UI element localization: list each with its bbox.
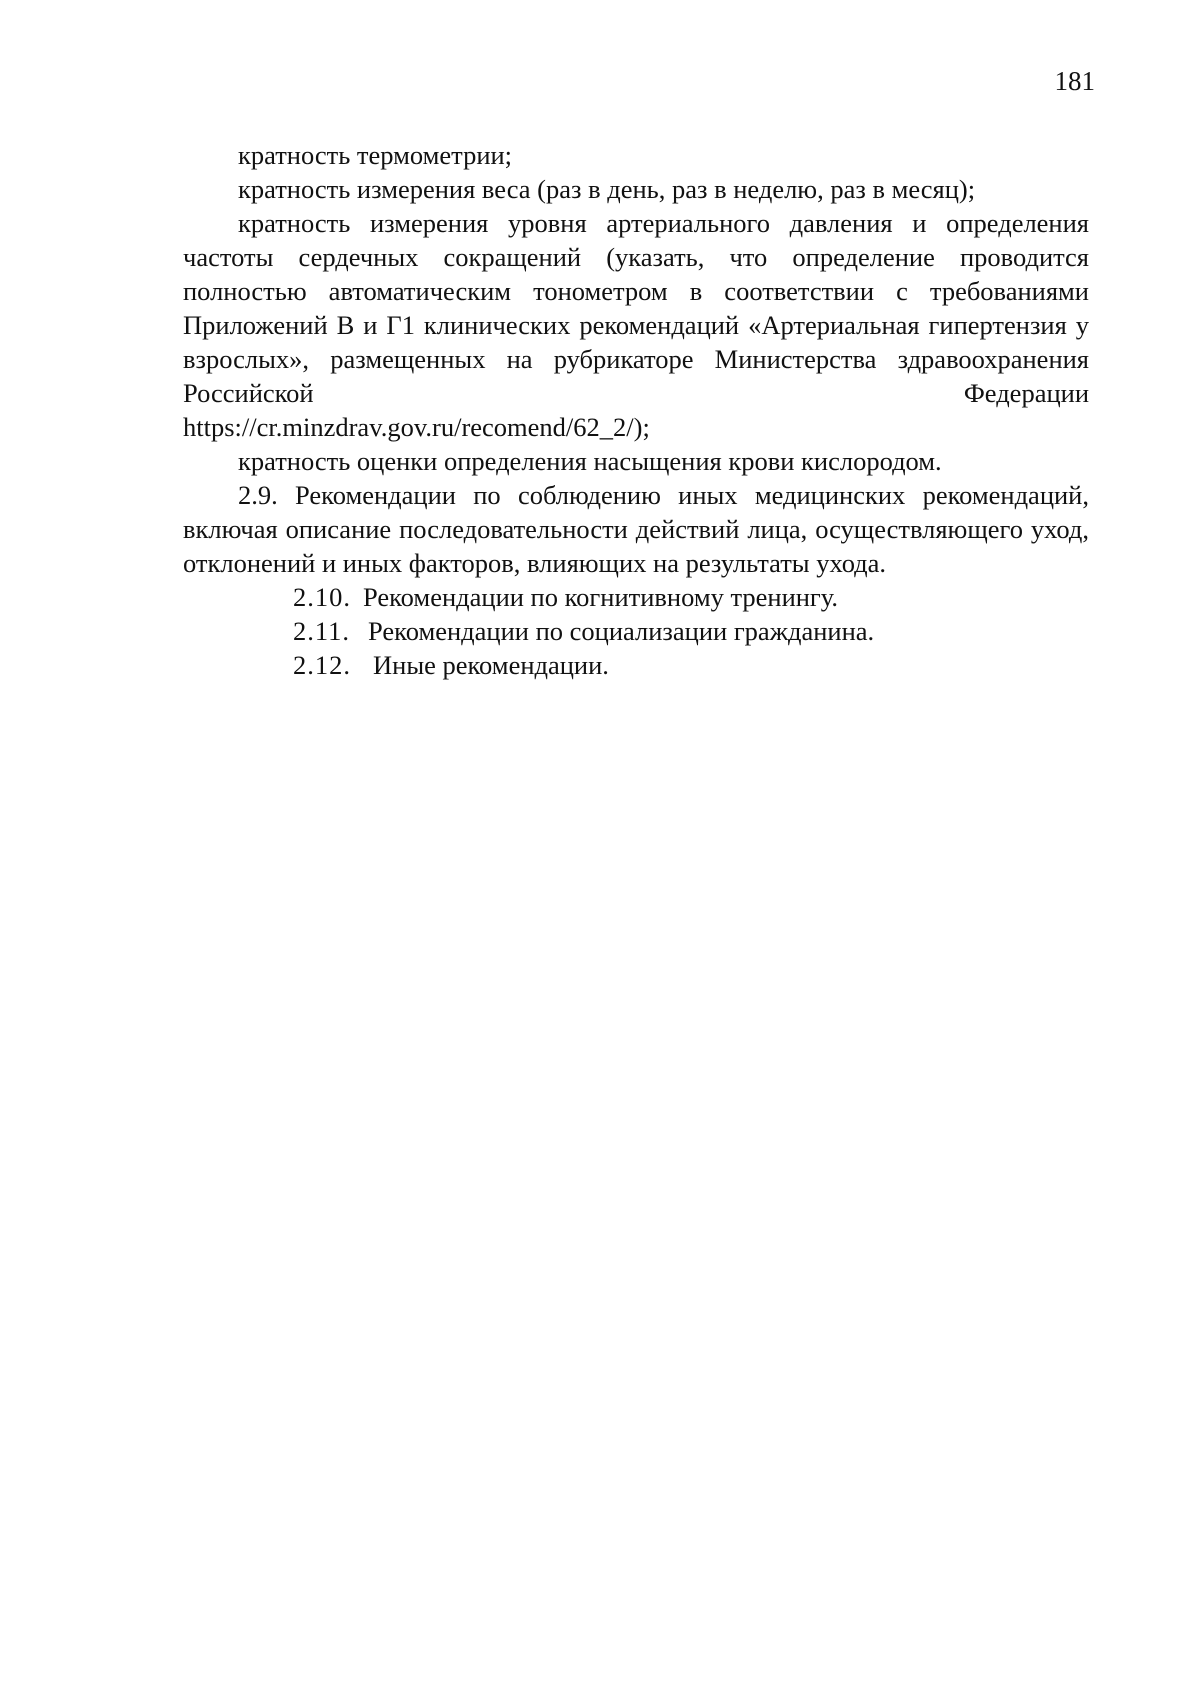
item-number: 2.10. — [293, 582, 351, 612]
numbered-item — [183, 614, 1089, 648]
paragraph: кратность термометрии; — [238, 140, 513, 170]
numbered-item — [183, 580, 1089, 614]
paragraph-url: https://cr.minzdrav.gov.ru/recomend/62_2/); — [183, 412, 650, 442]
paragraph: кратность измерения уровня артериального давления и определения частоты сердечных сокращений (указать, что определение проводится полностью автоматическим тонометром в соответствии с требованиями Приложений В и Г1 клинических рекомендаций «Артериальная гипертензия у взрослых», размещенных на рубрикаторе Министерства здравоохранения Российской Федерации — [183, 208, 1089, 408]
item-text: Рекомендации по социализации гражданина. — [368, 616, 875, 646]
paragraph: кратность измерения веса (раз в день, раз в неделю, раз в месяц); — [238, 174, 976, 204]
numbered-item — [183, 648, 1089, 682]
page-number: 181 — [1054, 66, 1095, 96]
item-number: 2.11. — [293, 616, 351, 646]
item-text: Иные рекомендации. — [373, 650, 609, 680]
item-text: Рекомендации по когнитивному тренингу. — [363, 582, 839, 612]
item-number: 2.12. — [293, 650, 351, 680]
document-body — [183, 138, 1089, 682]
paragraph: 2.9. Рекомендации по соблюдению иных медицинских рекомендаций, включая описание последовательности действий лица, осуществляющего уход, отклонений и иных факторов, влияющих на результаты ухода. — [183, 480, 1089, 578]
paragraph: кратность оценки определения насыщения крови кислородом. — [238, 446, 942, 476]
